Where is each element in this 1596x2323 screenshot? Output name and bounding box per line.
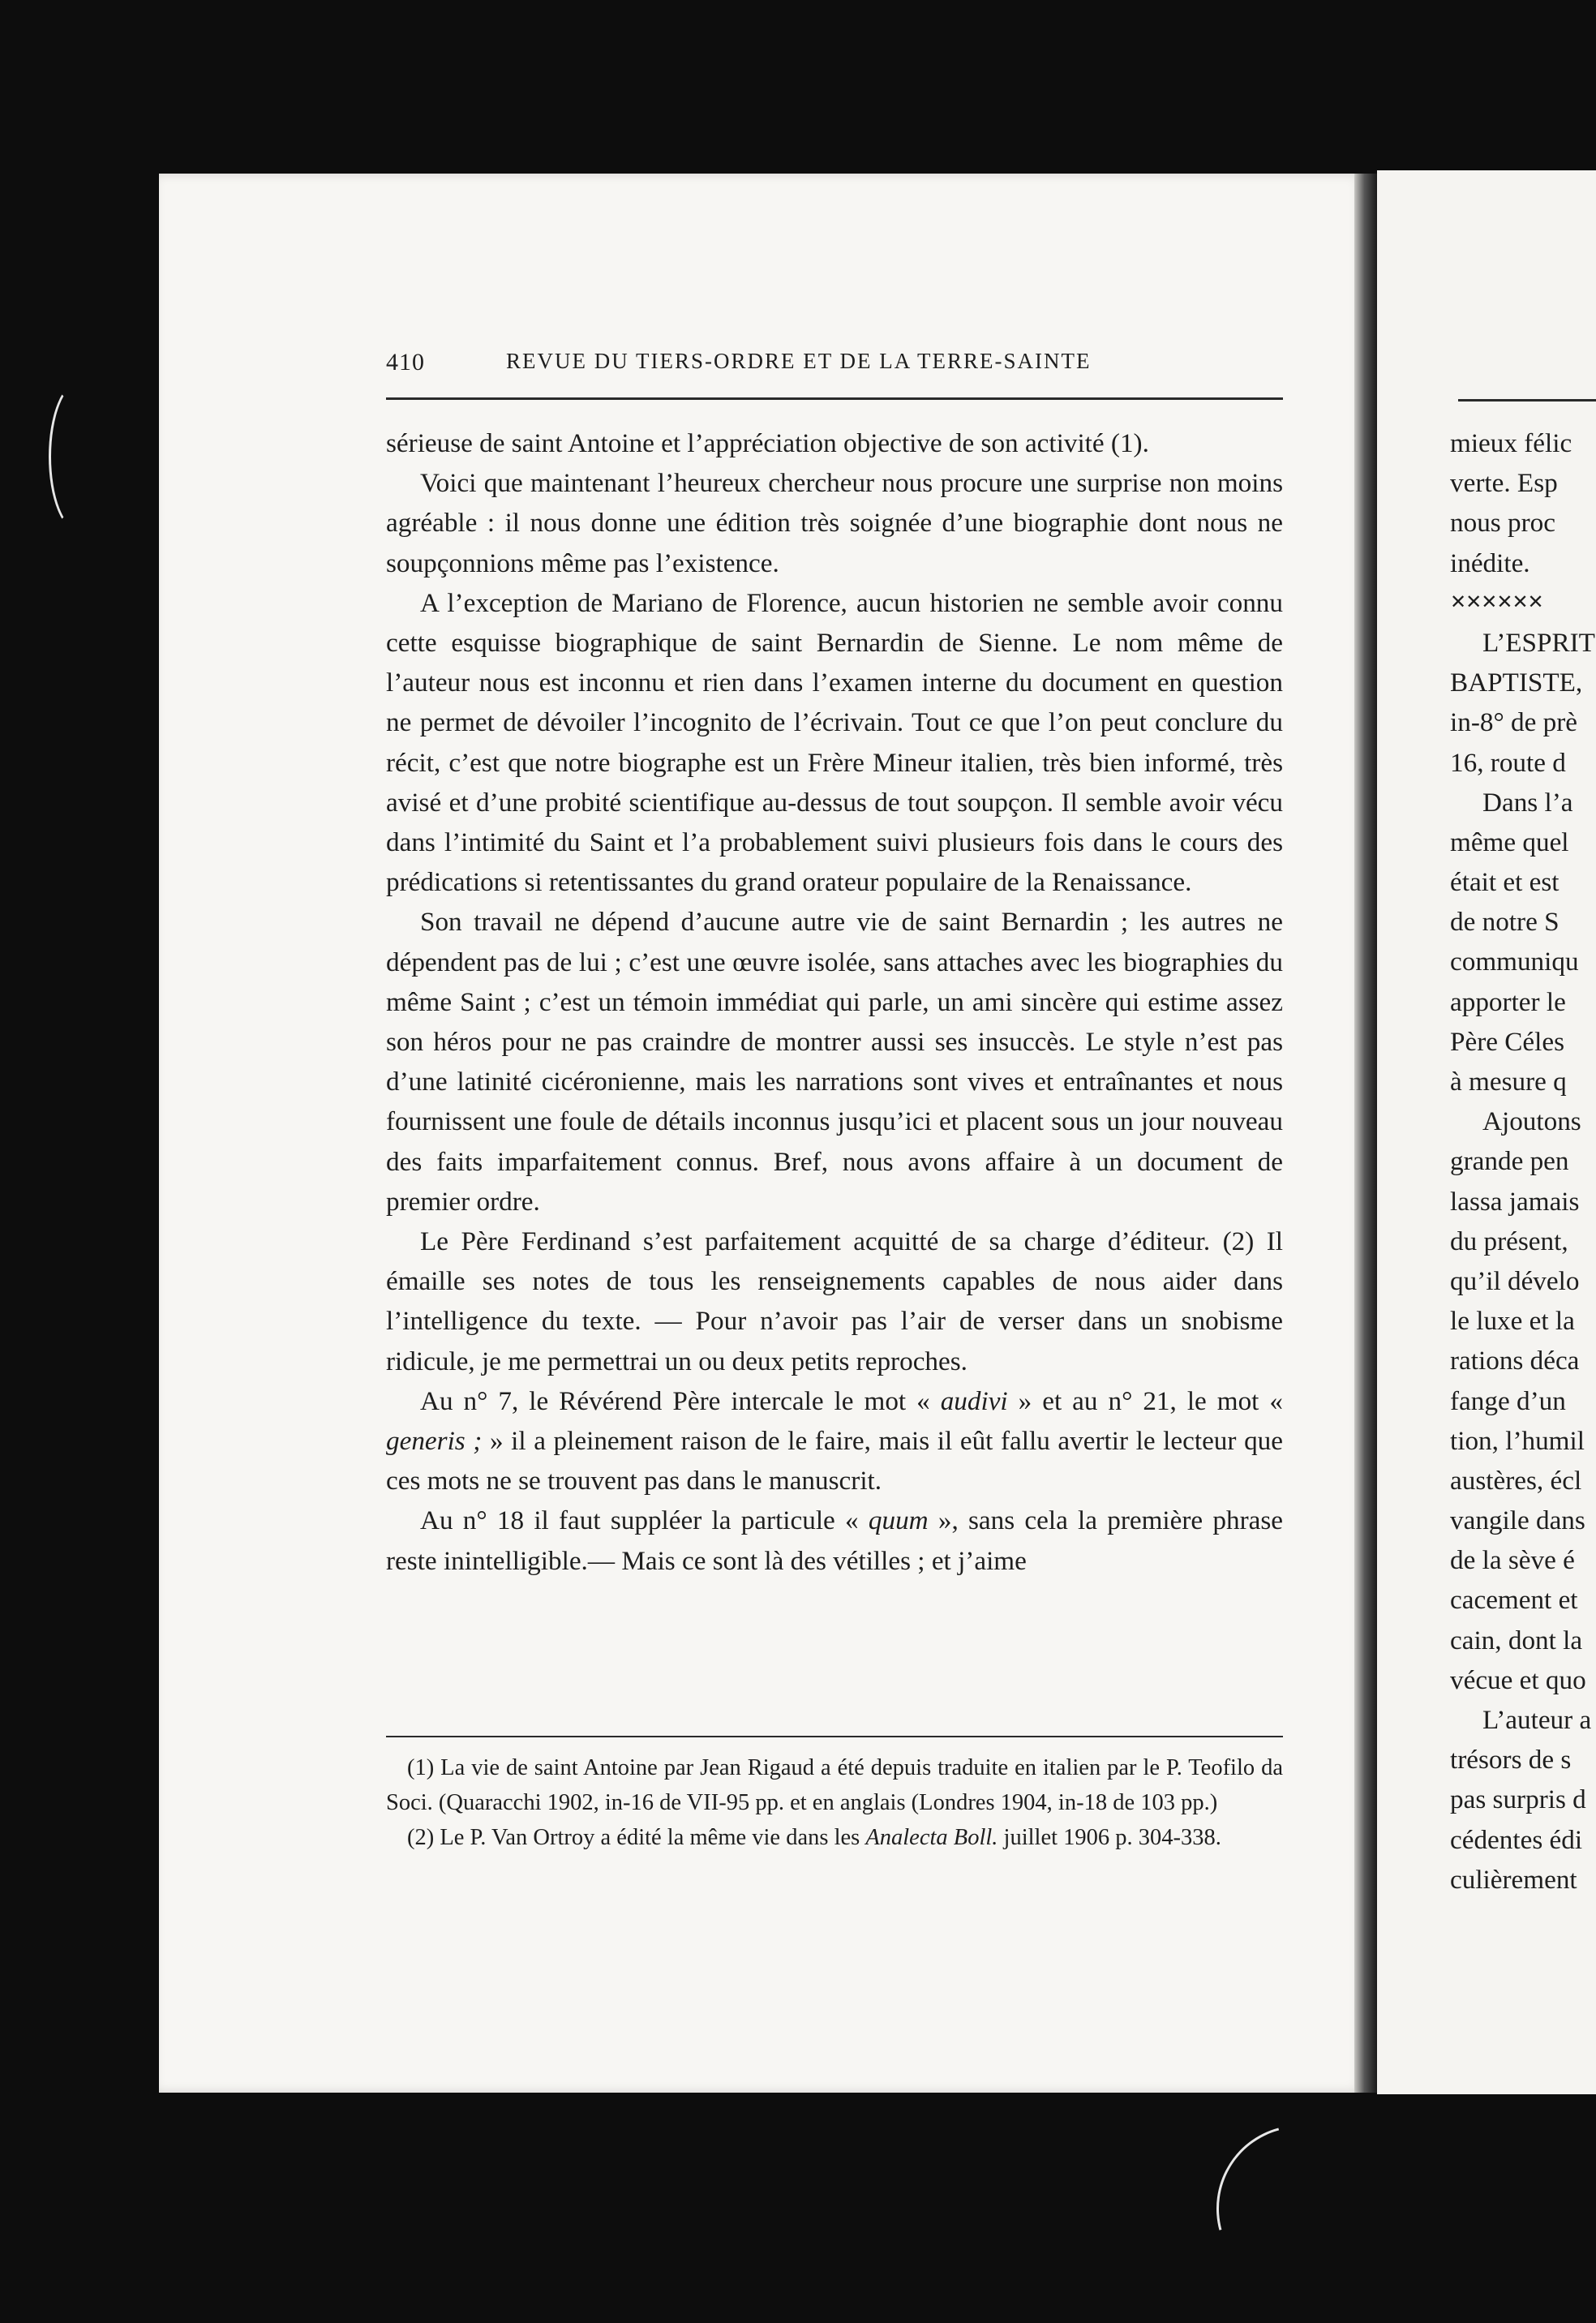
paragraph-7 xyxy=(386,1501,1283,1580)
right-page-line: 16, route d xyxy=(1450,747,1566,778)
right-page-line: Ajoutons xyxy=(1482,1106,1581,1137)
right-page-line: grande pen xyxy=(1450,1146,1569,1177)
right-page-line: verte. Esp xyxy=(1450,468,1558,499)
book-gutter xyxy=(1354,174,1377,2093)
right-page-header-rule xyxy=(1458,399,1596,401)
right-page-line: in-8° de prè xyxy=(1450,707,1578,738)
text-segment: », sans cela la première phrase reste inintelligible.— Mais ce sont là des vétilles ; et j’aime xyxy=(386,1505,1284,1576)
right-page-line: mieux félic xyxy=(1450,428,1572,458)
text-segment: » et au n° 21, le mot « xyxy=(1007,1385,1283,1416)
right-page-line: vécue et quo xyxy=(1450,1664,1586,1695)
text-segment: juillet 1906 p. 304-338. xyxy=(998,1825,1221,1850)
right-page-line: fange d’un xyxy=(1450,1385,1566,1416)
main-text xyxy=(386,423,1283,1581)
right-page-line: Dans l’a xyxy=(1482,787,1573,818)
right-page-line: était et est xyxy=(1450,867,1560,898)
right-page-text xyxy=(1450,423,1596,1900)
right-page-line: rations déca xyxy=(1450,1346,1580,1376)
text-segment: (2) Le P. Van Ortroy a édité la même vie dans les xyxy=(407,1825,866,1850)
right-page-line: vangile dans xyxy=(1450,1505,1585,1536)
right-page-line: culièrement xyxy=(1450,1864,1577,1895)
right-page-line: qu’il dévelo xyxy=(1450,1265,1580,1296)
background-scratch-left xyxy=(49,381,110,532)
right-page-line: cain, dont la xyxy=(1450,1625,1583,1655)
right-page xyxy=(1377,170,1596,2094)
right-page-line: cacement et xyxy=(1450,1585,1578,1616)
paragraph-6 xyxy=(386,1381,1283,1501)
header-rule xyxy=(386,397,1283,400)
text-segment: » il a pleinement raison de le faire, mais il eût fallu avertir le lecteur que ces mots ne se trouvent pas dans le manuscrit. xyxy=(386,1426,1283,1496)
right-page-line: inédite. xyxy=(1450,547,1530,578)
italic-word: quum xyxy=(868,1505,929,1536)
background-scratch-bottom xyxy=(1186,2094,1414,2322)
right-page-line: le luxe et la xyxy=(1450,1306,1575,1337)
running-title: REVUE DU TIERS-ORDRE ET DE LA TERRE-SAINTE xyxy=(506,349,1092,373)
right-page-line: à mesure q xyxy=(1450,1067,1567,1097)
right-page-line: de la sève é xyxy=(1450,1545,1575,1576)
text-segment: Au n° 18 il faut suppléer la particule « xyxy=(420,1505,869,1536)
italic-word: generis ; xyxy=(386,1426,483,1457)
right-page-line: ✕✕✕✕✕✕ xyxy=(1450,591,1543,613)
right-page-line: L’auteur a xyxy=(1482,1705,1592,1735)
footnote-2 xyxy=(386,1820,1283,1855)
italic-word: audivi xyxy=(940,1385,1008,1416)
right-page-line: BAPTISTE, xyxy=(1450,668,1583,698)
text-segment: Au n° 7, le Révérend Père intercale le mot « xyxy=(420,1385,941,1416)
paragraph-3: A l’exception de Mariano de Florence, aucun historien ne semble avoir connu cette esquisse biographique de saint Bernardin de Sienne. Le nom même de l’auteur nous est inconnu et rien dans l’examen interne du document en question ne permet de dévoiler l’incognito de l’écrivain. Tout ce que l’on peut conclure du récit, c’est que notre biographe est un Frère Mineur italien, très bien informé, très avisé et d’une probité scientifique au-dessus de tout soupçon. Il semble avoir vécu dans l’intimité du Saint et l’a probablement suivi plusieurs fois dans le cours des prédications si retentissantes du grand orateur populaire de la Renaissance. xyxy=(386,587,1283,898)
footnotes xyxy=(386,1750,1283,1855)
right-page-line: pas surpris d xyxy=(1450,1784,1586,1815)
right-page-line: Père Céles xyxy=(1450,1026,1564,1057)
right-page-line: du présent, xyxy=(1450,1226,1568,1256)
right-page-line: apporter le xyxy=(1450,986,1566,1017)
paragraph-1: sérieuse de saint Antoine et l’appréciation objective de son activité (1). xyxy=(386,428,1149,458)
paragraph-5: Le Père Ferdinand s’est parfaitement acquitté de sa charge d’éditeur. (2) Il émaille ses notes de tous les renseignements capables de nous aider dans l’intelligence du texte. — Pour n’avoir pas l’air de verser dans un snobisme ridicule, je me permettrai un ou deux petits reproches. xyxy=(386,1226,1283,1376)
right-page-line: L’ESPRIT xyxy=(1482,627,1595,658)
footnote-rule xyxy=(386,1736,1283,1737)
right-page-line: lassa jamais xyxy=(1450,1186,1580,1217)
italic-word: Analecta Boll. xyxy=(865,1825,998,1850)
right-page-line: trésors de s xyxy=(1450,1745,1572,1776)
page-number: 410 xyxy=(386,349,425,376)
right-page-line: cédentes édi xyxy=(1450,1824,1583,1855)
right-page-line: tion, l’humil xyxy=(1450,1425,1585,1456)
right-page-line: de notre S xyxy=(1450,907,1560,938)
right-page-line: communiqu xyxy=(1450,947,1579,977)
right-page-line: même quel xyxy=(1450,827,1569,857)
footnote-1: (1) La vie de saint Antoine par Jean Rigaud a été depuis traduite en italien par le P. Teofilo da Soci. (Quaracchi 1902, in-16 de VII-95 pp. et en anglais (Londres 1904, in-18 de 103 pp.) xyxy=(386,1755,1283,1815)
right-page-line: nous proc xyxy=(1450,508,1555,539)
paragraph-4: Son travail ne dépend d’aucune autre vie de saint Bernardin ; les autres ne dépendent pas de lui ; c’est une œuvre isolée, sans attaches avec les biographies du même Saint ; c’est un témoin immédiat qui parle, un ami sincère qui estime assez son héros pour ne pas craindre de montrer aussi ses insuccès. Le style n’est pas d’une latinité cicéronienne, mais les narrations sont vives et entraînantes et nous fournissent une foule de détails inconnus jusqu’ici et placent sous un jour nouveau des faits imparfaitement connus. Bref, nous avons affaire à un document de premier ordre. xyxy=(386,907,1283,1217)
paragraph-2: Voici que maintenant l’heureux chercheur nous procure une surprise non moins agréable : il nous donne une édition très soignée d’une biographie dont nous ne soupçonnions même pas l’existence. xyxy=(386,468,1283,578)
right-page-line: austères, écl xyxy=(1450,1465,1582,1496)
